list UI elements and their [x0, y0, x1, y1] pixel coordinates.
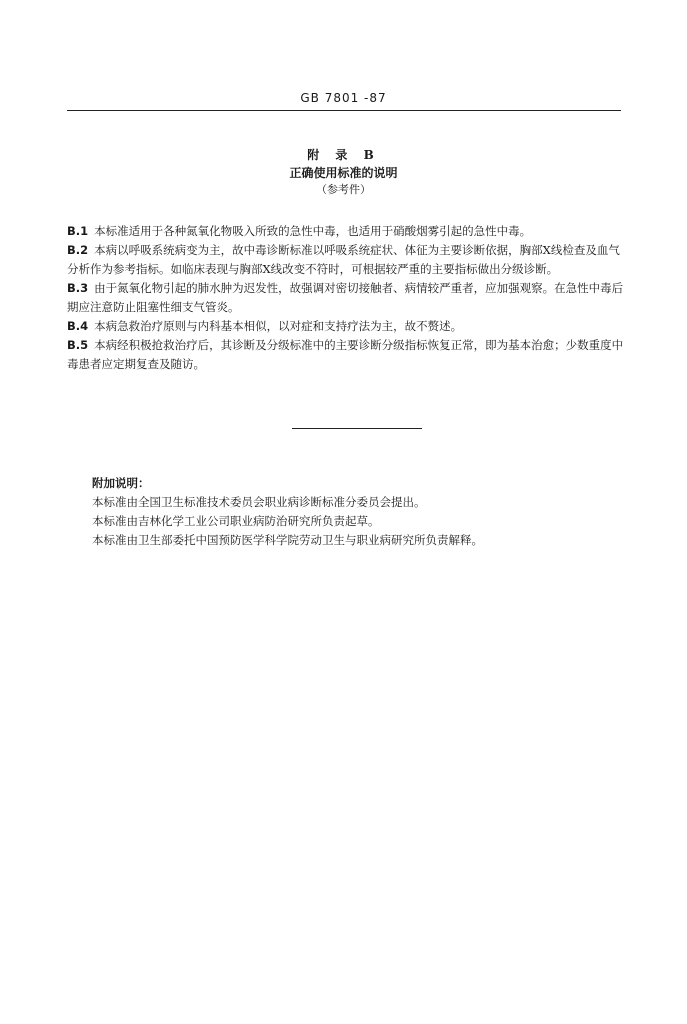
clause-b2 — [67, 241, 627, 279]
additional-note-line: 本标准由吉林化学工业公司职业病防治研究所负责起草。 — [92, 514, 380, 528]
standard-code-header: GB 7801 -87 — [300, 91, 387, 105]
appendix-label: 附 录 B — [307, 148, 380, 162]
clause-text: 本病以呼吸系统病变为主，故中毒诊断标准以呼吸系统症状、体征为主要诊断依据，胸部X线检查及血气分析作为参考指标。如临床表现与胸部X线改变不符时，可根据较严重的主要指标做出分级诊断。 — [67, 243, 620, 276]
clause-number: B.3 — [67, 281, 89, 295]
additional-note-line: 本标准由全国卫生标准技术委员会职业病诊断标准分委员会提出。 — [92, 495, 426, 509]
clause-b4 — [67, 317, 627, 336]
clause-text: 本病急救治疗原则与内科基本相似，以对症和支持疗法为主，故不赘述。 — [94, 319, 463, 333]
additional-notes — [92, 474, 632, 550]
appendix-note: （参考件） — [316, 183, 371, 196]
clause-text: 由于氮氧化物引起的肺水肿为迟发性，故强调对密切接触者、病情较严重者，应加强观察。在急性中毒后期应注意防止阻塞性细支气管炎。 — [67, 281, 624, 314]
clause-text: 本标准适用于各种氮氧化物吸入所致的急性中毒，也适用于硝酸烟雾引起的急性中毒。 — [94, 224, 532, 238]
additional-notes-title: 附加说明： — [92, 476, 150, 490]
header-divider — [67, 110, 621, 111]
clause-number: B.4 — [67, 319, 89, 333]
additional-note-line: 本标准由卫生部委托中国预防医学科学院劳动卫生与职业病研究所负责解释。 — [92, 533, 483, 547]
clause-list — [67, 222, 627, 374]
clause-b3 — [67, 279, 627, 317]
clause-b5 — [67, 336, 627, 374]
clause-text: 本病经积极抢救治疗后，其诊断及分级标准中的主要诊断分级指标恢复正常，即为基本治愈；少数重度中毒患者应定期复查及随访。 — [67, 338, 624, 371]
appendix-title: 正确使用标准的说明 — [289, 166, 398, 180]
clause-b1 — [67, 222, 627, 241]
section-divider — [292, 428, 422, 429]
clause-number: B.5 — [67, 338, 89, 352]
clause-number: B.2 — [67, 243, 89, 257]
clause-number: B.1 — [67, 224, 89, 238]
